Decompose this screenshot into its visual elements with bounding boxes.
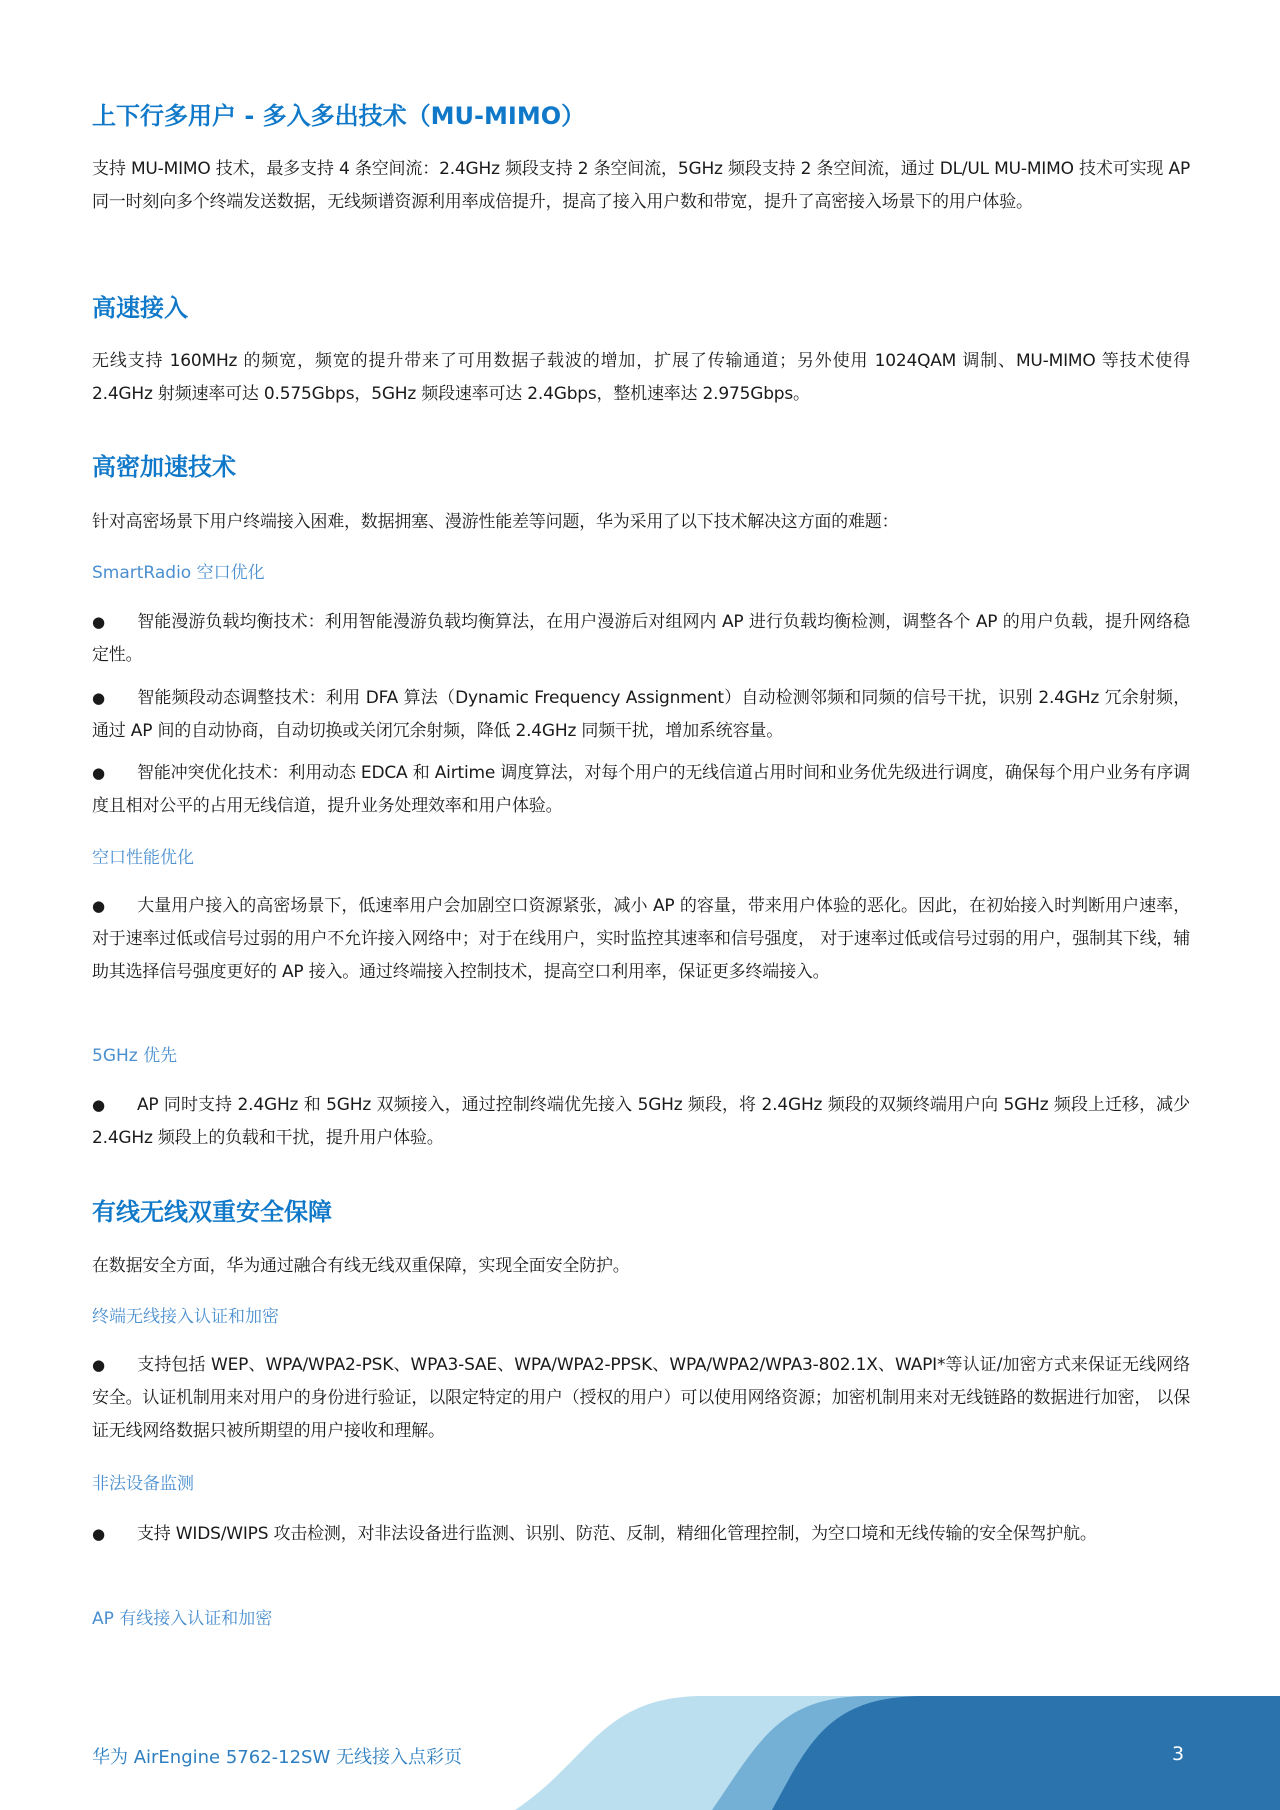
bullet-text: 智能冲突优化技术：利用动态 EDCA 和 Airtime 调度算法，对每个用户的无线信道占用时间和业务优先级进行调度，确保每个用户业务有序调度且相对公平的占用无线信道，提升业务处理效率和用户体验。 [92, 763, 1190, 816]
subheading-wireless-auth: 终端无线接入认证和加密 [92, 1307, 279, 1327]
security-intro: 在数据安全方面，华为通过融合有线无线双重保障，实现全面安全防护。 [92, 1256, 630, 1276]
bullet-text: 智能漫游负载均衡技术：利用智能漫游负载均衡算法，在用户漫游后对组网内 AP 进行负载均衡检测，调整各个 AP 的用户负载，提升网络稳定性。 [92, 612, 1190, 665]
bullet-icon: ● [92, 1096, 105, 1114]
high-density-intro: 针对高密场景下用户终端接入困难，数据拥塞、漫游性能差等问题，华为采用了以下技术解决这方面的难题： [92, 512, 899, 532]
subheading-smartradio: SmartRadio 空口优化 [92, 563, 265, 583]
bullet-text: AP 同时支持 2.4GHz 和 5GHz 双频接入，通过控制终端优先接入 5GHz 频段，将 2.4GHz 频段的双频终端用户向 5GHz 频段上迁移，减少 2.4GHz 频段上的负载和干扰，提升用户体验。 [92, 1095, 1190, 1148]
wave-dark [772, 1696, 1280, 1810]
bullet-icon: ● [92, 764, 105, 782]
bullet-icon: ● [92, 613, 105, 631]
section-heading-security: 有线无线双重安全保障 [92, 1198, 332, 1226]
section-heading-mu-mimo: 上下行多用户 - 多入多出技术（MU-MIMO） [92, 102, 586, 130]
bullet-text: 支持 WIDS/WIPS 攻击检测，对非法设备进行监测、识别、防范、反制，精细化管理控制，为空口境和无线传输的安全保驾护航。 [137, 1524, 1097, 1544]
bullet-text: 智能频段动态调整技术：利用 DFA 算法（Dynamic Frequency Assignment）自动检测邻频和同频的信号干扰，识别 2.4GHz 冗余射频，通过 AP 间的自动协商，自动切换或关闭冗余射频，降低 2.4GHz 同频干扰，增加系统容量。 [92, 688, 1190, 741]
high-speed-paragraph: 无线支持 160MHz 的频宽，频宽的提升带来了可用数据子载波的增加，扩展了传输通道；另外使用 1024QAM 调制、MU-MIMO 等技术使得 2.4GHz 射频速率可达 0.575Gbps，5GHz 频段速率可达 2.4Gbps，整机速率达 2.975Gbps。 [92, 351, 1190, 404]
mu-mimo-paragraph: 支持 MU-MIMO 技术，最多支持 4 条空间流：2.4GHz 频段支持 2 条空间流，5GHz 频段支持 2 条空间流，通过 DL/UL MU-MIMO 技术可实现 AP 同一时刻向多个终端发送数据，无线频谱资源利用率成倍提升，提高了接入用户数和带宽，提升了高密接入场景下的用户体验。 [92, 159, 1190, 212]
bullet-icon: ● [92, 1525, 105, 1543]
subheading-5ghz-priority: 5GHz 优先 [92, 1046, 178, 1066]
footer-document-title: 华为 AirEngine 5762-12SW 无线接入点彩页 [92, 1747, 463, 1768]
bullet-text: 支持包括 WEP、WPA/WPA2-PSK、WPA3-SAE、WPA/WPA2-PPSK、WPA/WPA2/WPA3-802.1X、WAPI*等认证/加密方式来保证无线网络安全。认证机制用来对用户的身份进行验证，以限定特定的用户（授权的用户）可以使用网络资源；加密机制用来对无线链路的数据进行加密， 以保证无线网络数据只被所期望的用户接收和理解。 [92, 1355, 1190, 1441]
subheading-wired-auth: AP 有线接入认证和加密 [92, 1609, 273, 1629]
bullet-icon: ● [92, 689, 105, 707]
bullet-icon: ● [92, 897, 105, 915]
section-heading-high-density: 高密加速技术 [92, 453, 236, 481]
subheading-rogue-detection: 非法设备监测 [92, 1474, 194, 1494]
page-number: 3 [1172, 1743, 1185, 1765]
section-heading-high-speed: 高速接入 [92, 294, 188, 322]
subheading-air-interface: 空口性能优化 [92, 848, 194, 868]
bullet-text: 大量用户接入的高密场景下，低速率用户会加剧空口资源紧张，减小 AP 的容量，带来用户体验的恶化。因此，在初始接入时判断用户速率，对于速率过低或信号过弱的用户不允许接入网络中；对于在线用户，实时监控其速率和信号强度， 对于速率过低或信号过弱的用户，强制其下线，辅助其选择信号强度更好的 AP 接入。通过终端接入控制技术，提高空口利用率，保证更多终端接入。 [92, 896, 1190, 982]
bullet-icon: ● [92, 1356, 105, 1374]
